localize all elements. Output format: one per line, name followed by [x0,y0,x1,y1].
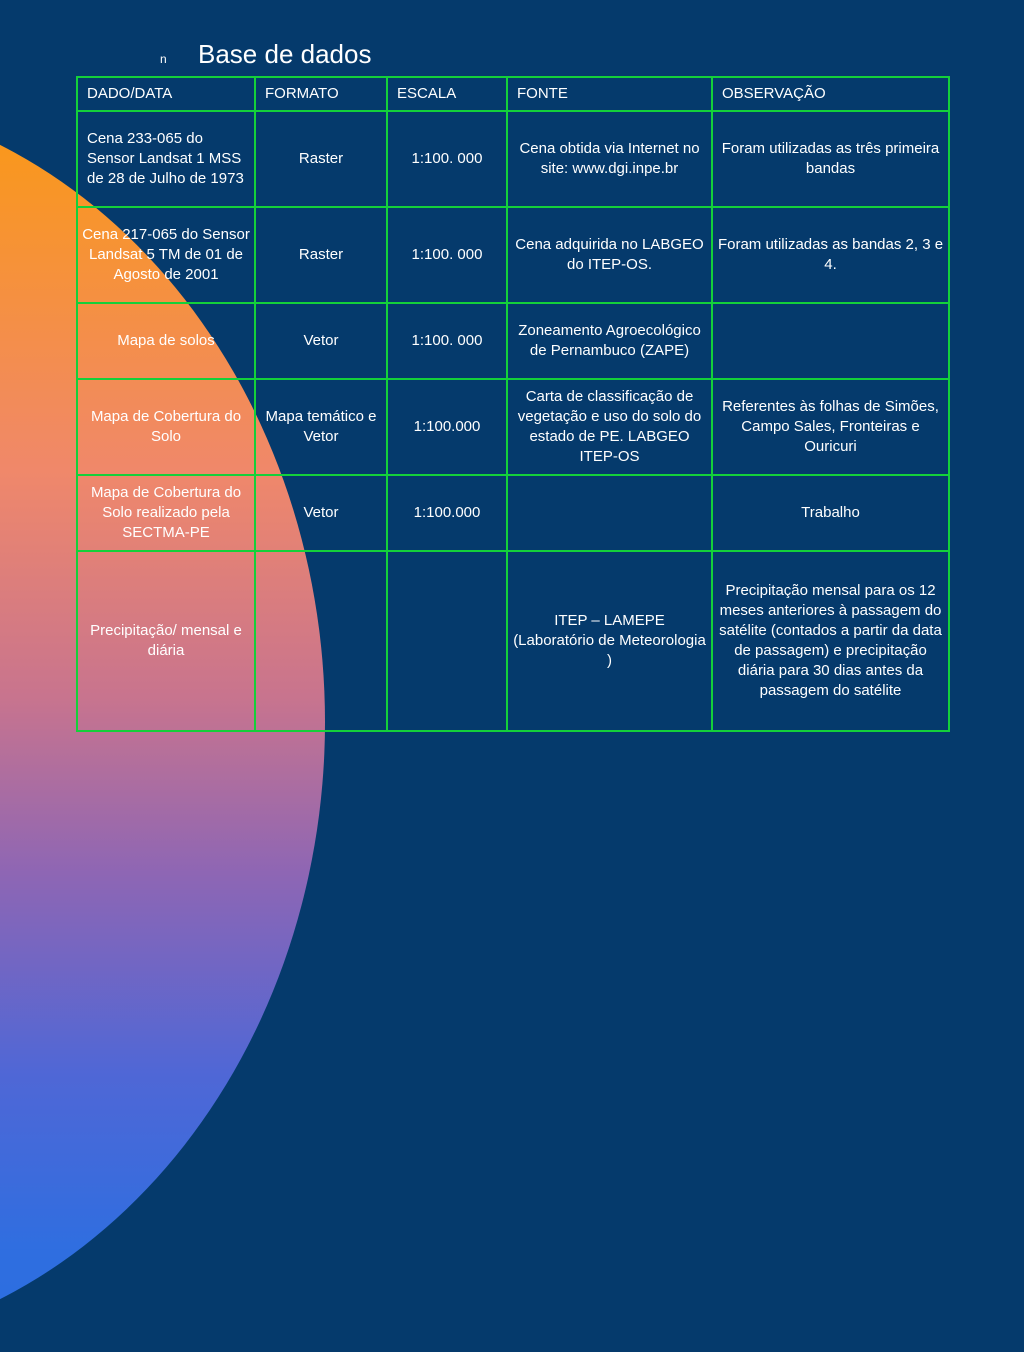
cell-escala: 1:100. 000 [387,303,507,379]
table-row [77,475,949,551]
cell-observacao: Precipitação mensal para os 12 meses anteriores à passagem do satélite (contados a partir da data de passagem) e precipitação diária para 30 dias antes da passagem do satélite [712,551,949,731]
cell-escala [387,551,507,731]
cell-dado-data: Precipitação/ mensal e diária [77,551,255,731]
cell-formato: Raster [255,111,387,207]
cell-escala: 1:100.000 [387,475,507,551]
table-row [77,207,949,303]
cell-fonte: Cena obtida via Internet no site: www.dgi.inpe.br [507,111,712,207]
cell-fonte: Zoneamento Agroecológico de Pernambuco (ZAPE) [507,303,712,379]
slide-title-row [160,36,371,72]
cell-formato: Vetor [255,475,387,551]
cell-formato [255,551,387,731]
cell-dado-data: Cena 217-065 do Sensor Landsat 5 TM de 01 de Agosto de 2001 [77,207,255,303]
table-row [77,303,949,379]
cell-dado-data: Cena 233-065 do Sensor Landsat 1 MSS de 28 de Julho de 1973 [77,111,255,207]
data-table [76,76,950,732]
cell-observacao: Trabalho [712,475,949,551]
cell-observacao: Foram utilizadas as três primeira bandas [712,111,949,207]
cell-escala: 1:100.000 [387,379,507,475]
cell-observacao [712,303,949,379]
cell-fonte: Carta de classificação de vegetação e uso do solo do estado de PE. LABGEO ITEP-OS [507,379,712,475]
table-header-row [77,77,949,111]
table-row [77,111,949,207]
header-observacao: OBSERVAÇÃO [712,77,949,111]
header-escala: ESCALA [387,77,507,111]
cell-formato: Vetor [255,303,387,379]
slide-title: Base de dados [198,38,372,69]
cell-fonte: Cena adquirida no LABGEO do ITEP-OS. [507,207,712,303]
header-formato: FORMATO [255,77,387,111]
cell-dado-data: Mapa de Cobertura do Solo [77,379,255,475]
table-row [77,551,949,731]
cell-observacao: Referentes às folhas de Simões, Campo Sales, Fronteiras e Ouricuri [712,379,949,475]
table-row [77,379,949,475]
cell-fonte: ITEP – LAMEPE (Laboratório de Meteorologia ) [507,551,712,731]
cell-escala: 1:100. 000 [387,207,507,303]
cell-formato: Raster [255,207,387,303]
cell-dado-data: Mapa de solos [77,303,255,379]
cell-dado-data: Mapa de Cobertura do Solo realizado pela SECTMA-PE [77,475,255,551]
header-dado-data: DADO/DATA [77,77,255,111]
cell-observacao: Foram utilizadas as bandas 2, 3 e 4. [712,207,949,303]
cell-fonte [507,475,712,551]
bullet-marker: n [160,52,167,66]
cell-escala: 1:100. 000 [387,111,507,207]
header-fonte: FONTE [507,77,712,111]
cell-formato: Mapa temático e Vetor [255,379,387,475]
